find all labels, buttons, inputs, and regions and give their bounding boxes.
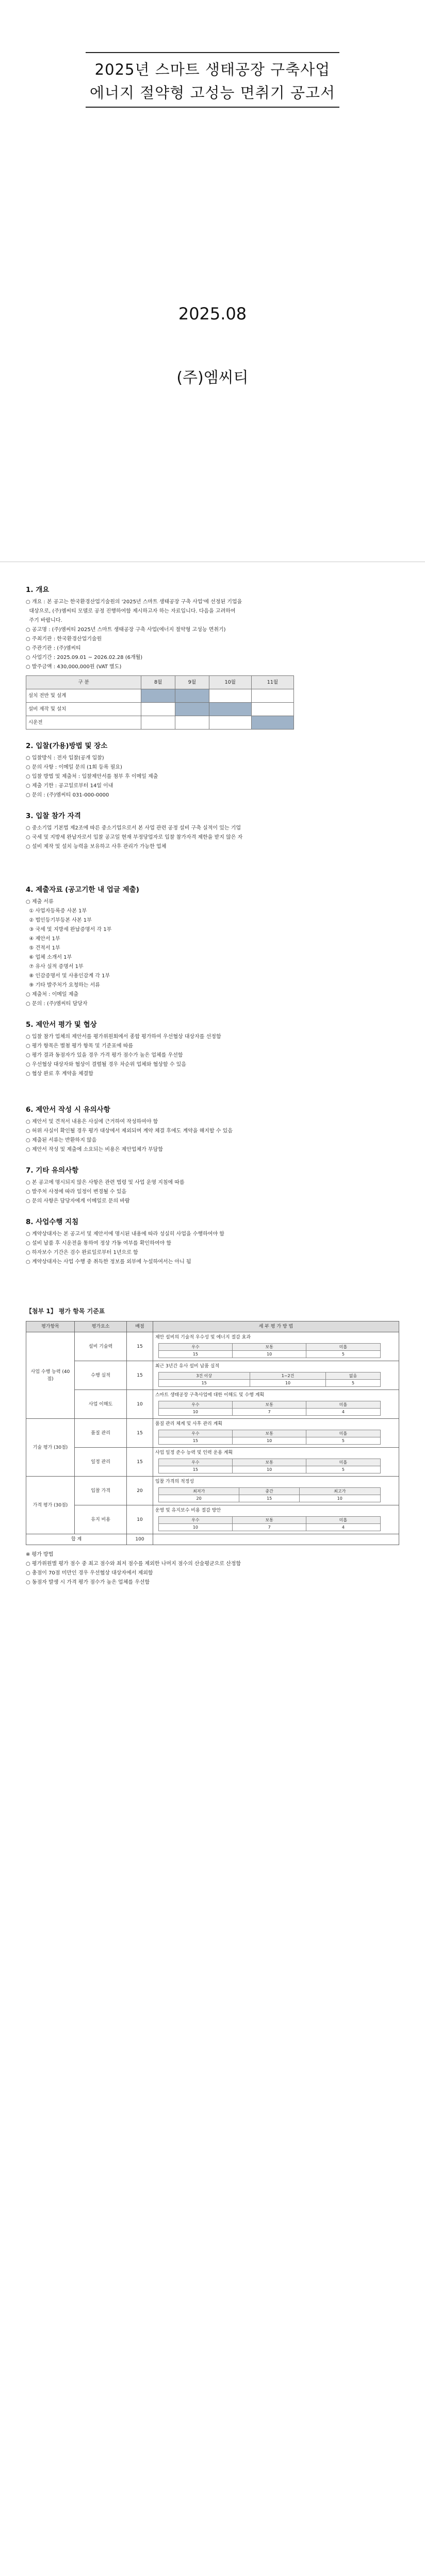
- section-line: ○ 중소기업 기본법 제2조에 따른 중소기업으로서 본 사업 관련 공정 설비 구축 실적이 있는 기업: [26, 825, 241, 831]
- section-line: ○ 주최기관 : 한국환경산업기술원: [26, 636, 102, 642]
- section-line: ⑨ 기타 발주처가 요청하는 서류: [26, 982, 100, 988]
- section-line: ○ 설비 제작 및 설치 능력을 보유하고 사후 관리가 가능한 업체: [26, 844, 167, 850]
- section-overview: [26, 585, 399, 730]
- grade-table: [158, 1401, 381, 1416]
- total-desc: [153, 1534, 399, 1545]
- section-line: ⑥ 업체 소개서 1부: [26, 955, 72, 960]
- grade-points: 7: [233, 1524, 306, 1531]
- grade-label: 우수: [158, 1401, 232, 1409]
- grade-points: 10: [233, 1437, 306, 1445]
- schedule-cell: [141, 689, 175, 703]
- schedule-header: 10월: [209, 676, 251, 689]
- evaluation-element: 사업 이해도: [74, 1390, 126, 1419]
- evaluation-score: 10: [127, 1390, 153, 1419]
- schedule-row-label: 설치 전반 및 설계: [26, 689, 141, 703]
- schedule-header: 9월: [175, 676, 209, 689]
- grade-table: [158, 1487, 381, 1502]
- evaluation-score: 15: [127, 1361, 153, 1390]
- section-line: 주기 바랍니다.: [26, 618, 62, 623]
- section-writing-notes: [26, 1105, 399, 1154]
- section-guidelines: [26, 1217, 399, 1296]
- schedule-cell: [175, 689, 209, 703]
- section-heading: 8. 사업수행 지침: [26, 1218, 79, 1226]
- evaluation-header: 세 부 평 가 방 법: [153, 1321, 399, 1332]
- schedule-row: [26, 703, 294, 716]
- grade-label: 우수: [158, 1430, 232, 1437]
- schedule-cell: [251, 703, 293, 716]
- grade-label: 우수: [158, 1517, 232, 1524]
- grade-points: 20: [158, 1495, 239, 1502]
- grade-points: 5: [306, 1466, 380, 1473]
- grade-table: [158, 1372, 381, 1387]
- cover-title-line2: 에너지 절약형 고성능 면취기 공고서: [89, 84, 336, 101]
- evaluation-row: [26, 1477, 399, 1505]
- grade-label: 최저가: [158, 1488, 239, 1495]
- annex-title: 【첨부 1】 평가 항목 기준표: [26, 1308, 105, 1315]
- section-line: ○ 제출된 서류는 반환하지 않음: [26, 1138, 97, 1143]
- schedule-header: 구 분: [26, 676, 141, 689]
- grade-points: 15: [158, 1437, 232, 1445]
- section-line: ① 사업자등록증 사본 1부: [26, 908, 87, 914]
- grade-points: 10: [250, 1380, 326, 1387]
- grade-label: 1~2건: [250, 1372, 326, 1380]
- evaluation-element: 품질 관리: [74, 1419, 126, 1448]
- grade-table: [158, 1343, 381, 1358]
- evaluation-element: 설비 기술력: [74, 1332, 126, 1361]
- section-bidding-method: [26, 741, 399, 800]
- cover-top-rule: [86, 52, 339, 53]
- section-line: ⑦ 유사 실적 증명서 1부: [26, 964, 84, 970]
- evaluation-desc: 입찰 가격의 적정성: [155, 1479, 194, 1484]
- section-line: ○ 공고명 : (주)엠씨티 2025년 스마트 생태공장 구축 사업(에너지 절약형 고성능 면취기): [26, 627, 226, 633]
- section-line: ○ 평가 항목은 별첨 평가 항목 및 기준표에 따름: [26, 1043, 134, 1049]
- section-line: ○ 제출 기한 : 공고일로부터 14일 이내: [26, 783, 113, 789]
- schedule-table: [26, 675, 294, 730]
- evaluation-element: 입찰 가격: [74, 1477, 126, 1505]
- cover-bottom-rule: [86, 107, 339, 108]
- section-line: ○ 입찰방식 : 전자 입찰(공개 입찰): [26, 755, 104, 761]
- section-line: ○ 문의 : (주)엠씨티 담당자: [26, 1001, 88, 1007]
- grade-label: 보통: [233, 1401, 306, 1409]
- grade-label: 미흡: [306, 1344, 380, 1351]
- section-line: ○ 국세 및 지방세 완납자로서 입찰 공고일 현재 부정당업자로 입찰 참가자격 제한을 받지 않은 자: [26, 835, 243, 840]
- schedule-row: [26, 689, 294, 703]
- schedule-cell: [209, 703, 251, 716]
- evaluation-element: 유지 비용: [74, 1505, 126, 1534]
- total-label: 합 계: [26, 1534, 127, 1545]
- section-line: ○ 허위 사실이 확인될 경우 평가 대상에서 제외되며 계약 체결 후에도 계약을 해지할 수 있음: [26, 1128, 233, 1134]
- evaluation-note: ○ 총점이 70점 미만인 경우 우선협상 대상자에서 제외함: [26, 1570, 153, 1576]
- evaluation-row: [26, 1419, 399, 1448]
- grade-points: 10: [158, 1524, 232, 1531]
- section-line: ○ 본 공고에 명시되지 않은 사항은 관련 법령 및 사업 운영 지침에 따름: [26, 1180, 185, 1185]
- grade-points: 10: [299, 1495, 380, 1502]
- section-line: ○ 입찰 참가 업체의 제안서를 평가위원회에서 종합 평가하여 우선협상 대상자를 선정함: [26, 1034, 221, 1040]
- section-line: ○ 하자보수 기간은 검수 완료일로부터 1년으로 함: [26, 1250, 138, 1256]
- evaluation-category: 사업 수행 능력 (40점): [26, 1332, 75, 1419]
- evaluation-row: [26, 1361, 399, 1390]
- section-heading: 6. 제안서 작성 시 유의사항: [26, 1106, 110, 1114]
- section-line: ② 법인등기부등본 사본 1부: [26, 918, 92, 923]
- grade-points: 10: [158, 1409, 232, 1416]
- section-eligibility: [26, 811, 399, 873]
- schedule-cell: [209, 716, 251, 730]
- section-line: ○ 문의 사항은 담당자에게 이메일로 문의 바람: [26, 1198, 130, 1204]
- schedule-row-label: 설비 제작 및 설치: [26, 703, 141, 716]
- annex-evaluation-criteria: [26, 1307, 399, 1587]
- evaluation-row: [26, 1448, 399, 1477]
- evaluation-score: 10: [127, 1505, 153, 1534]
- schedule-cell: [209, 689, 251, 703]
- section-line: ⑤ 견적서 1부: [26, 945, 60, 951]
- grade-label: 3건 이상: [158, 1372, 250, 1380]
- evaluation-score: 15: [127, 1332, 153, 1361]
- section-line: ○ 제안서 작성 및 제출에 소요되는 비용은 제안업체가 부담함: [26, 1147, 163, 1153]
- grade-label: 없음: [326, 1372, 380, 1380]
- evaluation-method: [153, 1505, 399, 1534]
- evaluation-row: [26, 1505, 399, 1534]
- evaluation-method: [153, 1448, 399, 1477]
- schedule-cell: [141, 716, 175, 730]
- evaluation-header: 평가요소: [74, 1321, 126, 1332]
- schedule-row: [26, 716, 294, 730]
- grade-points: 15: [239, 1495, 300, 1502]
- section-heading: 7. 기타 유의사항: [26, 1166, 79, 1175]
- grade-points: 10: [233, 1466, 306, 1473]
- evaluation-notes: [26, 1550, 399, 1587]
- grade-points: 5: [326, 1380, 380, 1387]
- schedule-cell: [141, 703, 175, 716]
- section-submission: [26, 885, 399, 1008]
- section-line: ○ 사업기간 : 2025.09.01 ~ 2026.02.28 (6개월): [26, 655, 143, 660]
- evaluation-total-row: [26, 1534, 399, 1545]
- section-heading: 3. 입찰 참가 자격: [26, 812, 81, 820]
- evaluation-header-row: [26, 1321, 399, 1332]
- section-line: ○ 문의 사항 : 이메일 문의 (1회 등록 필요): [26, 765, 122, 770]
- evaluation-note: ※ 평가 방법: [26, 1552, 54, 1557]
- section-line: ○ 개요 : 본 공고는 한국환경산업기술원의 '2025년 스마트 생태공장 구축 사업'에 선정된 기업을: [26, 599, 242, 605]
- section-line: ○ 계약상대자는 사업 수행 중 취득한 정보를 외부에 누설하여서는 아니 됨: [26, 1259, 191, 1265]
- evaluation-element: 일정 관리: [74, 1448, 126, 1477]
- section-line: ⑧ 인감증명서 및 사용인감계 각 1부: [26, 973, 110, 979]
- cover-title-line1: 2025년 스마트 생태공장 구축사업: [94, 61, 331, 78]
- section-line: ○ 주관기관 : (주)엠씨티: [26, 646, 81, 651]
- evaluation-method: [153, 1390, 399, 1419]
- evaluation-method: [153, 1477, 399, 1505]
- grade-points: 4: [306, 1524, 380, 1531]
- grade-table: [158, 1430, 381, 1445]
- section-heading: 2. 입찰(가용)방법 및 장소: [26, 742, 108, 750]
- section-line: ○ 발주금액 : 430,000,000원 (VAT 별도): [26, 664, 122, 670]
- grade-label: 미흡: [306, 1517, 380, 1524]
- grade-label: 미흡: [306, 1401, 380, 1409]
- section-heading: 4. 제출자료 (공고기한 내 업글 제출): [26, 886, 139, 894]
- grade-label: 보통: [233, 1517, 306, 1524]
- evaluation-score: 20: [127, 1477, 153, 1505]
- grade-label: 중간: [239, 1488, 300, 1495]
- evaluation-method: [153, 1332, 399, 1361]
- evaluation-desc: 품질 관리 체계 및 사후 관리 계획: [155, 1421, 223, 1427]
- evaluation-desc: 운영 및 유지보수 비용 절감 방안: [155, 1508, 221, 1513]
- grade-label: 미흡: [306, 1430, 380, 1437]
- cover-date: 2025.08: [178, 304, 247, 324]
- grade-points: 5: [306, 1437, 380, 1445]
- evaluation-category: 가격 평가 (30점): [26, 1477, 75, 1534]
- schedule-header: 8월: [141, 676, 175, 689]
- evaluation-element: 수행 실적: [74, 1361, 126, 1390]
- section-line: ○ 협상 완료 후 계약을 체결함: [26, 1071, 93, 1077]
- evaluation-desc: 제안 설비의 기술적 우수성 및 에너지 절감 효과: [155, 1335, 251, 1340]
- grade-label: 보통: [233, 1430, 306, 1437]
- schedule-header: 11월: [251, 676, 293, 689]
- grade-label: 보통: [233, 1344, 306, 1351]
- section-line: ○ 제출처 : 이메일 제출: [26, 992, 79, 997]
- evaluation-method: [153, 1419, 399, 1448]
- grade-label: 우수: [158, 1344, 232, 1351]
- grade-points: 5: [306, 1351, 380, 1358]
- total-score: 100: [127, 1534, 153, 1545]
- evaluation-header: 배점: [127, 1321, 153, 1332]
- section-line: ○ 제안서 및 견적서 내용은 사실에 근거하여 작성하여야 함: [26, 1119, 158, 1125]
- grade-points: 15: [158, 1380, 250, 1387]
- section-line: ○ 평가 결과 동점자가 있을 경우 가격 평가 점수가 높은 업체를 우선함: [26, 1053, 183, 1058]
- grade-table: [158, 1516, 381, 1531]
- evaluation-note: ○ 동점자 발생 시 가격 평가 점수가 높은 업체를 우선함: [26, 1580, 150, 1585]
- section-evaluation: [26, 1020, 399, 1093]
- section-other-notes: [26, 1165, 399, 1206]
- grade-label: 최고가: [299, 1488, 380, 1495]
- schedule-cell: [175, 703, 209, 716]
- section-line: ④ 제안서 1부: [26, 936, 60, 942]
- section-line: ○ 입찰 방법 및 제출처 : 입찰제안서를 첨부 후 이메일 제출: [26, 774, 158, 779]
- section-line: ○ 설비 납품 후 시운전을 통하여 정상 가동 여부를 확인하여야 함: [26, 1241, 172, 1246]
- section-line: ③ 국세 및 지방세 완납증명서 각 1부: [26, 927, 112, 933]
- evaluation-method: [153, 1361, 399, 1390]
- grade-label: 우수: [158, 1459, 232, 1466]
- cover-organization: (주)엠씨티: [176, 369, 249, 387]
- document-body: [26, 585, 399, 1598]
- evaluation-desc: 스마트 생태공장 구축사업에 대한 이해도 및 수행 계획: [155, 1393, 265, 1398]
- evaluation-header: 평가항목: [26, 1321, 75, 1332]
- grade-label: 보통: [233, 1459, 306, 1466]
- section-line: 대상으로, (주)엠씨티 모델로 공정 진행하여함 제시하고자 하는 자료입니다. 다음을 고려하여: [26, 608, 236, 614]
- evaluation-score: 15: [127, 1448, 153, 1477]
- evaluation-desc: 최근 3년간 유사 설비 납품 실적: [155, 1364, 220, 1369]
- evaluation-note: ○ 평가위원별 평가 점수 중 최고 점수와 최저 점수를 제외한 나머지 점수의 산술평균으로 산정함: [26, 1561, 241, 1567]
- schedule-cell: [251, 716, 293, 730]
- grade-points: 15: [158, 1351, 232, 1358]
- grade-points: 10: [233, 1351, 306, 1358]
- evaluation-row: [26, 1332, 399, 1361]
- grade-points: 7: [233, 1409, 306, 1416]
- section-line: ○ 계약상대자는 본 공고서 및 제안서에 명시된 내용에 따라 성실히 사업을 수행하여야 함: [26, 1231, 224, 1237]
- cover-page: [0, 0, 425, 541]
- section-line: ○ 문의 : (주)엠씨티 031-000-0000: [26, 792, 109, 798]
- grade-label: 미흡: [306, 1459, 380, 1466]
- section-heading: 5. 제안서 평가 및 협상: [26, 1021, 97, 1029]
- evaluation-desc: 사업 일정 준수 능력 및 인력 운용 계획: [155, 1450, 233, 1455]
- section-line: ○ 우선협상 대상자와 협상이 결렬될 경우 차순위 업체와 협상할 수 있음: [26, 1062, 186, 1067]
- section-heading: 1. 개요: [26, 586, 50, 594]
- section-line: ○ 제출 서류: [26, 899, 54, 905]
- evaluation-row: [26, 1390, 399, 1419]
- evaluation-table: [26, 1321, 399, 1545]
- schedule-cell: [251, 689, 293, 703]
- grade-points: 15: [158, 1466, 232, 1473]
- grade-table: [158, 1459, 381, 1473]
- grade-points: 4: [306, 1409, 380, 1416]
- evaluation-category: 기술 평가 (30점): [26, 1419, 75, 1477]
- evaluation-score: 15: [127, 1419, 153, 1448]
- section-line: ○ 발주처 사정에 따라 일정이 변경될 수 있음: [26, 1189, 127, 1195]
- schedule-header-row: [26, 676, 294, 689]
- schedule-row-label: 시운전: [26, 716, 141, 730]
- schedule-cell: [175, 716, 209, 730]
